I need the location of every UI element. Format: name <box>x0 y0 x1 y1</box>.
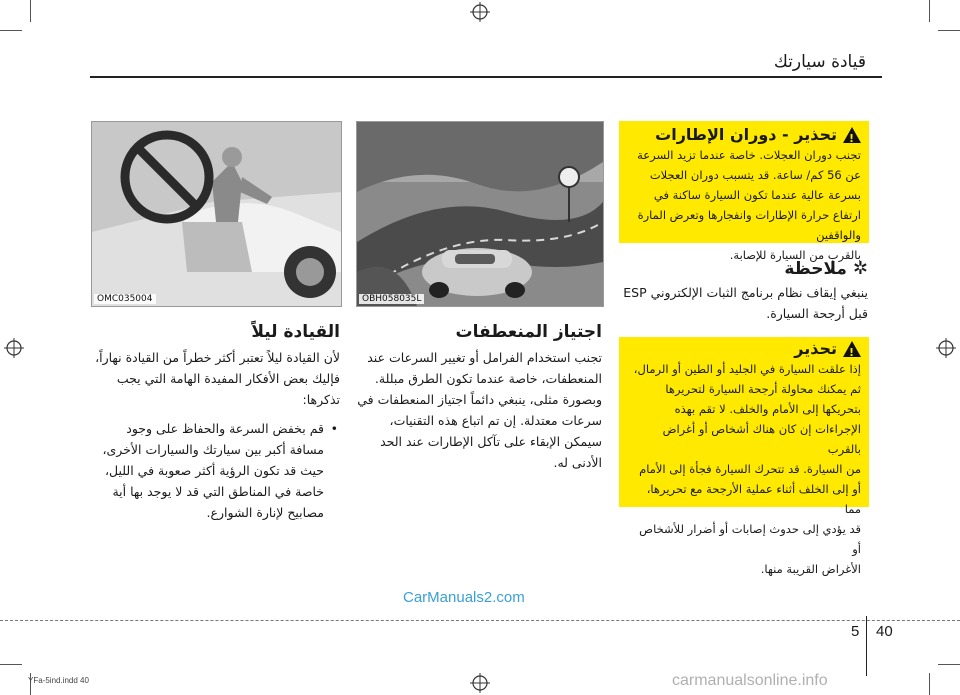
night-bullet-list <box>92 418 340 523</box>
photo-night-driving <box>91 121 342 307</box>
warning-line: قد يؤدي إلى حدوث إصابات أو أضرار للأشخاص أو <box>639 522 861 556</box>
warning-line: تجنب دوران العجلات. خاصة عندما تزيد السرعة <box>637 148 861 162</box>
night-driving-illustration <box>92 122 341 306</box>
warning-box-rocking <box>619 337 869 576</box>
registration-mark-icon <box>4 338 24 358</box>
footer-site-watermark: carmanualsonline.info <box>672 672 828 689</box>
note-heading <box>784 258 868 279</box>
crop-mark <box>929 673 930 695</box>
photo-curved-road <box>356 121 604 307</box>
curved-road-illustration <box>357 122 603 306</box>
curves-heading: اجتياز المنعطفات <box>455 322 602 342</box>
note-line: قبل أرجحة السيارة. <box>766 306 868 321</box>
crop-mark <box>938 664 960 665</box>
registration-mark-icon <box>936 338 956 358</box>
warning-line: أو إلى الخلف أثناء عملية الأرجحة مع تحريرها، مما <box>646 482 861 516</box>
note-title: ملاحظة <box>784 258 847 279</box>
warning-line: من السيارة. قد تتحرك السيارة فجأة إلى الأمام <box>639 462 861 476</box>
registration-mark-icon <box>470 2 490 22</box>
photo-code-label: OMC035004 <box>94 294 156 304</box>
title-rule <box>90 76 882 78</box>
warning-title: تحذير - دوران الإطارات <box>655 125 837 144</box>
asterisk-icon: ✲ <box>852 258 868 279</box>
page-number: 40 <box>876 623 893 640</box>
night-bullet: • قم بخفض السرعة والحفاظ على وجود مسافة أكبر بين سيارتك والسيارات الأخرى، حيث قد تكون الرؤية أكثر صعوبة في الليل، خاصة في المناطق التي قد لا يوجد بها أية مصابيح لإنارة الشوارع. <box>92 418 340 523</box>
warning-heading <box>627 339 861 359</box>
page-rule <box>0 620 960 621</box>
warning-line: الأغراض القريبة منها. <box>760 562 861 576</box>
section-title: قيادة سيارتك <box>773 52 866 72</box>
crop-mark <box>30 0 31 22</box>
night-intro: لأن القيادة ليلاً تعتبر أكثر خطراً من القيادة نهاراً، فإليك بعض الأفكار المفيدة الهامة التي يجب تذكرها: <box>95 350 340 407</box>
warning-line: ثم يمكنك محاولة أرجحة السيارة لتحريرها <box>665 382 861 396</box>
warning-box-tire-spin <box>619 121 869 262</box>
crop-mark <box>929 0 930 22</box>
warning-line: بسرعة عالية عندما تكون السيارة ساكنة في <box>653 188 861 202</box>
chapter-number: 5 <box>851 623 860 640</box>
photo-code-label: OBH058035L <box>359 294 424 304</box>
warning-heading <box>627 125 861 145</box>
warning-line: بالقرب من السيارة للإصابة. <box>729 248 861 262</box>
warning-line: ارتفاع حرارة الإطارات وانفجارها وتعرض المارة والواقفين <box>637 208 861 242</box>
crop-mark <box>0 664 22 665</box>
warning-line: الإجراءات إن كان هناك أشخاص أو أغراض بالقرب <box>662 422 861 456</box>
night-body <box>92 347 340 523</box>
warning-title: تحذير <box>794 339 837 358</box>
warning-line: إذا علقت السيارة في الجليد أو الطين أو الرمال، <box>633 362 861 376</box>
note-body <box>618 282 868 324</box>
watermark: CarManuals2.com <box>403 589 525 606</box>
page-number-separator <box>866 616 867 676</box>
warning-triangle-icon <box>843 341 861 357</box>
registration-mark-icon <box>470 673 490 693</box>
warning-triangle-icon <box>843 127 861 143</box>
curves-body: تجنب استخدام الفرامل أو تغيير السرعات عند المنعطفات، خاصة عندما تكون الطرق مبللة. وبصورة مثلى، ينبغي دائماً اجتياز المنعطفات في سرعات معتدلة. إن تم اتباع هذه التقنيات، سيمكن الإبقاء على تآكل الإطارات عند الحد الأدنى له. <box>357 350 602 470</box>
crop-mark <box>0 30 22 31</box>
night-heading: القيادة ليلاً <box>251 322 340 342</box>
warning-line: بتحريكها إلى الأمام والخلف. لا تقم بهذه <box>674 402 861 416</box>
footer-file-name: YFa-5ind.indd 40 <box>28 676 89 685</box>
crop-mark <box>938 30 960 31</box>
note-line: ينبغي إيقاف نظام برنامج الثبات الإلكتروني ESP <box>623 285 868 300</box>
warning-line: عن 56 كم/ ساعة. قد يتسبب دوران العجلات <box>649 168 861 182</box>
